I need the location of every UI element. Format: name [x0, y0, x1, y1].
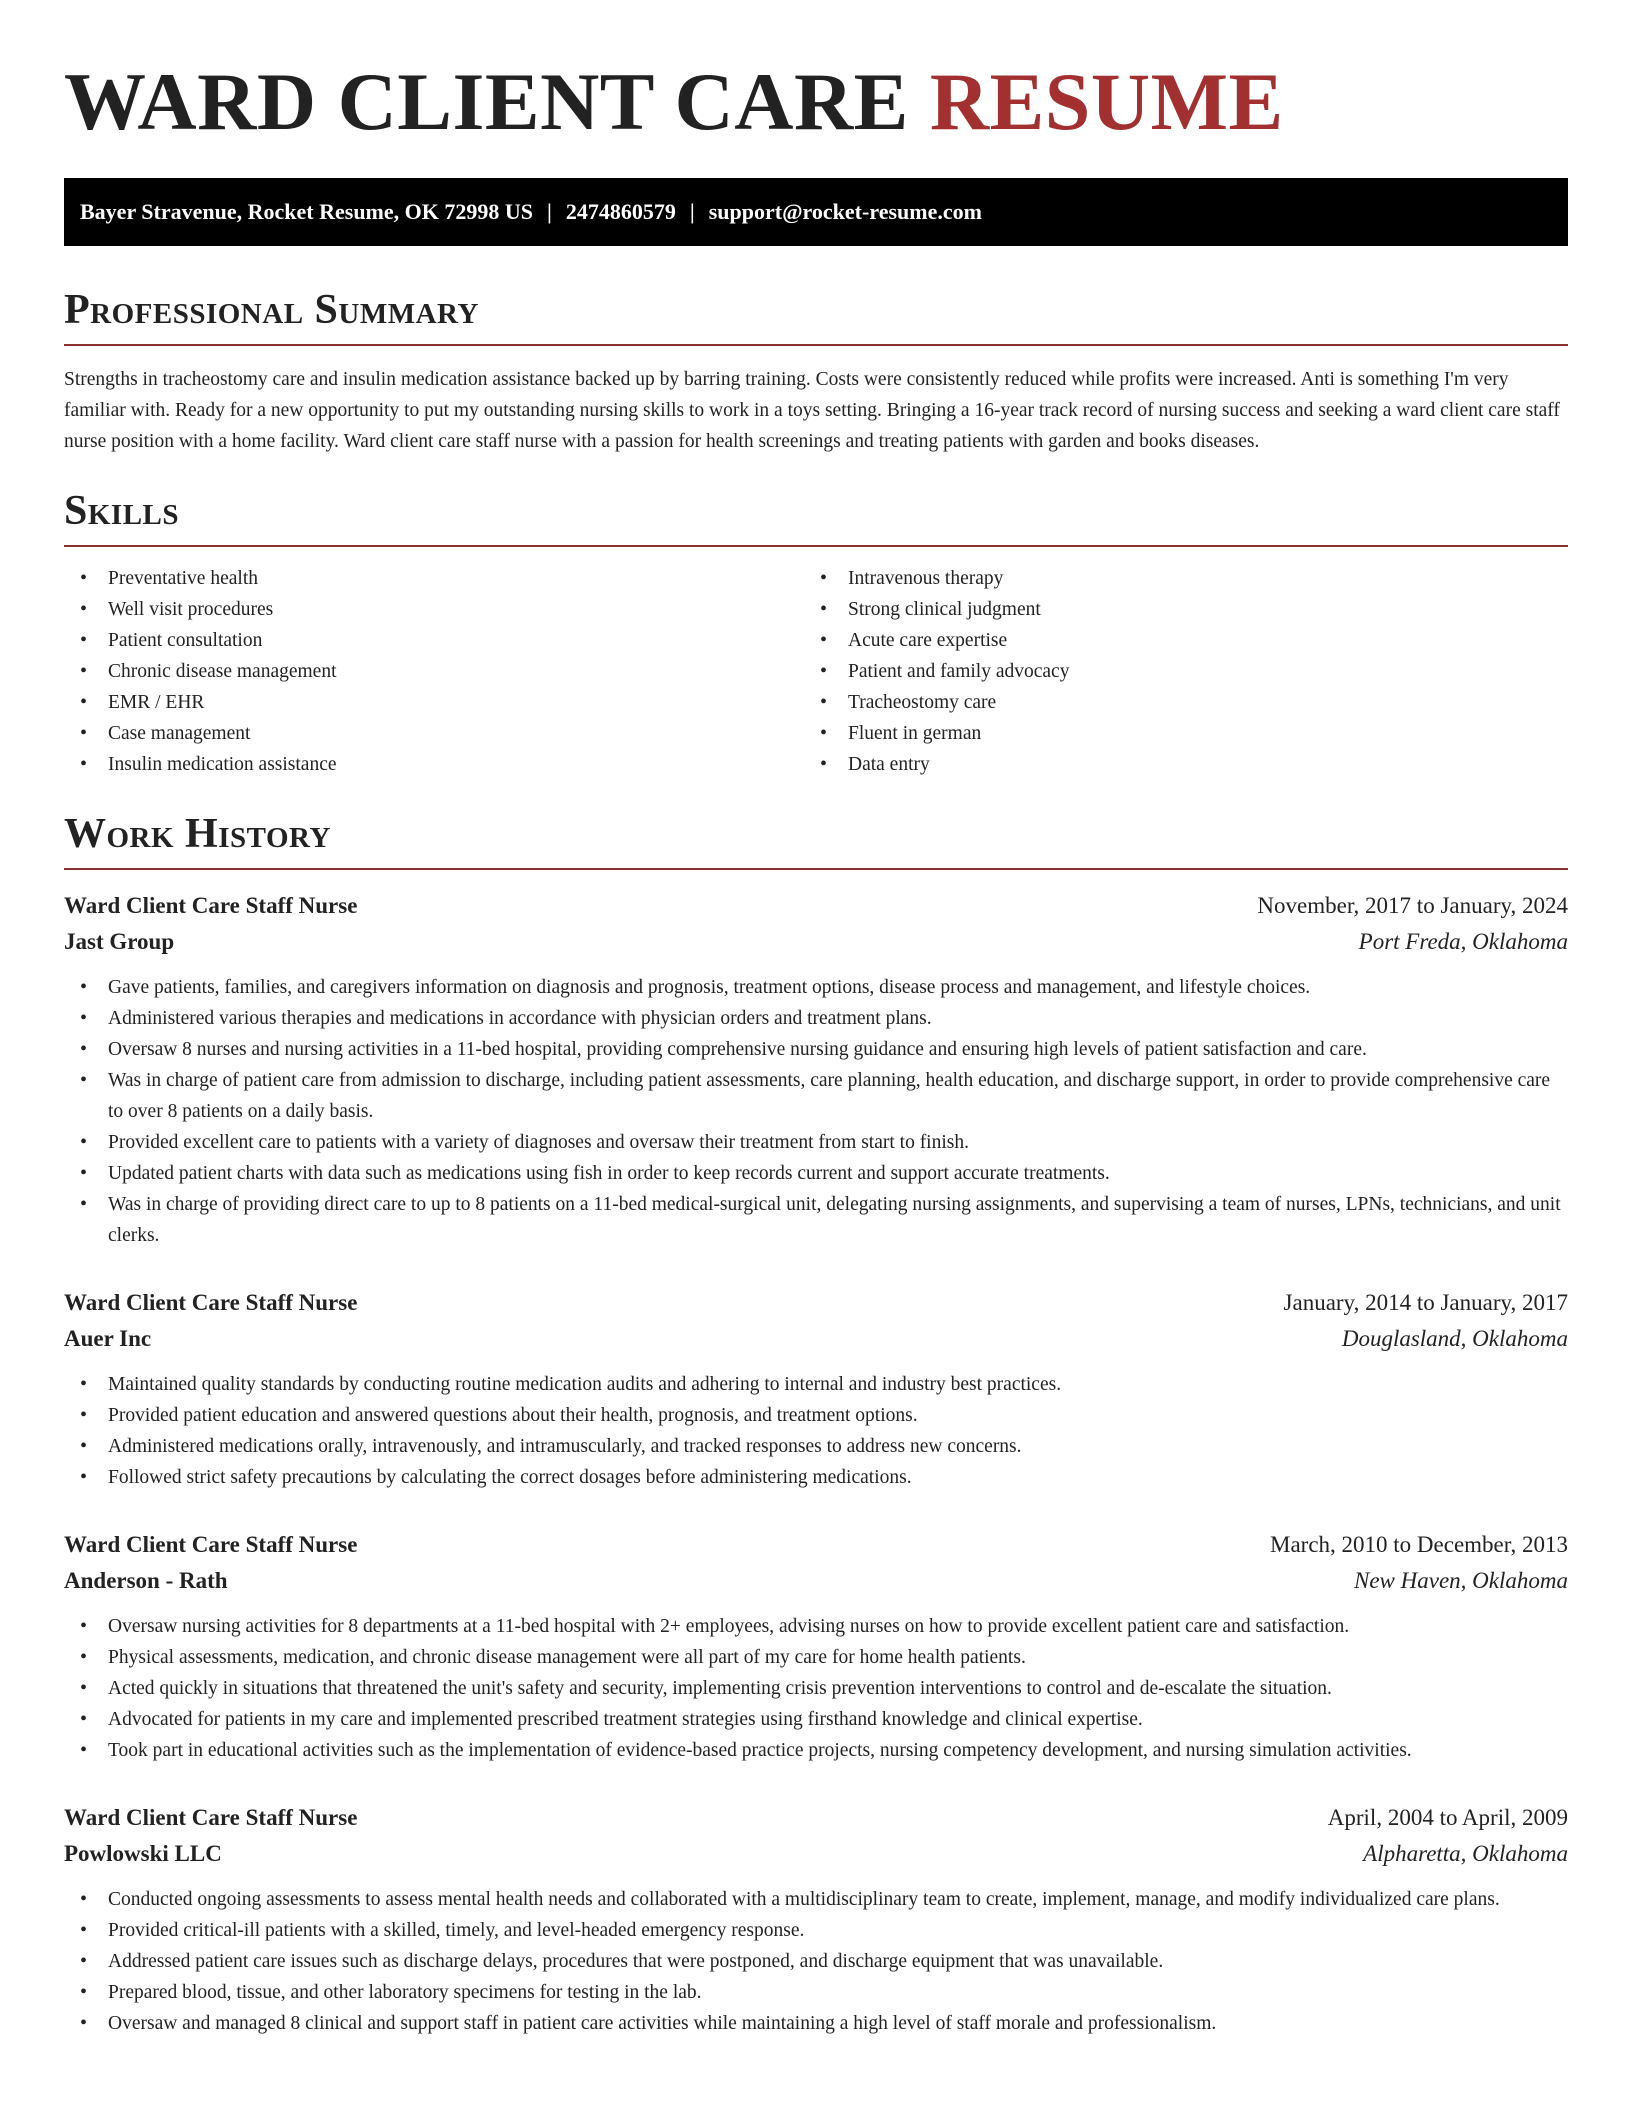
job-duty: • Was in charge of providing direct care to up to 8 patients on a 11-bed medical-surgical unit, delegating nursing assignments, and supervising a team of nurses, LPNs, technicians, and unit clerks. [64, 1189, 1568, 1251]
job-duty: • Conducted ongoing assessments to assess mental health needs and collaborated with a multidisciplinary team to create, implement, manage, and modify individualized care plans. [64, 1884, 1568, 1915]
job-dates: January, 2014 to January, 2017 [1283, 1290, 1568, 1315]
job-duty: • Prepared blood, tissue, and other laboratory specimens for testing in the lab. [64, 1977, 1568, 2008]
skills-list-right [804, 563, 1544, 780]
section-heading-work-history: Work History [64, 808, 1568, 870]
job-duties-list [64, 1611, 1568, 1766]
skill-item: • Patient consultation [64, 625, 804, 656]
skill-item: • Patient and family advocacy [804, 656, 1544, 687]
skill-item: • Case management [64, 718, 804, 749]
job-employer-row [64, 1321, 1568, 1357]
job-company: Jast Group [64, 929, 175, 954]
section-heading-summary: Professional Summary [64, 284, 1568, 346]
contact-email: support@rocket-resume.com [708, 199, 982, 224]
job-entry [64, 1285, 1568, 1493]
job-duty: • Oversaw and managed 8 clinical and support staff in patient care activities while maintaining a high level of staff morale and professionalism. [64, 2008, 1568, 2039]
job-title: Ward Client Care Staff Nurse [64, 893, 358, 918]
job-header-row [64, 1800, 1568, 1836]
job-duty: • Administered medications orally, intravenously, and intramuscularly, and tracked responses to address new concerns. [64, 1431, 1568, 1462]
skills-columns [64, 563, 1568, 780]
job-location: Douglasland, Oklahoma [1341, 1326, 1568, 1351]
job-duty: • Provided critical-ill patients with a skilled, timely, and level-headed emergency response. [64, 1915, 1568, 1946]
job-duty: • Was in charge of patient care from admission to discharge, including patient assessments, care planning, health education, and discharge support, in order to provide comprehensive care to over 8 patients on a daily basis. [64, 1065, 1568, 1127]
job-duty: • Maintained quality standards by conducting routine medication audits and adhering to internal and industry best practices. [64, 1369, 1568, 1400]
job-duty: • Administered various therapies and medications in accordance with physician orders and treatment plans. [64, 1003, 1568, 1034]
contact-bar [64, 178, 1568, 246]
job-dates: November, 2017 to January, 2024 [1257, 893, 1568, 918]
job-company: Auer Inc [64, 1326, 152, 1351]
job-company: Powlowski LLC [64, 1841, 222, 1866]
skills-section [64, 485, 1568, 780]
job-location: Alpharetta, Oklahoma [1363, 1841, 1568, 1866]
skill-item: • Data entry [804, 749, 1544, 780]
job-duty: • Provided excellent care to patients with a variety of diagnoses and oversaw their treatment from start to finish. [64, 1127, 1568, 1158]
contact-phone: 2474860579 [565, 199, 676, 224]
professional-summary-section [64, 284, 1568, 457]
contact-separator: | [689, 199, 695, 224]
contact-separator: | [547, 199, 552, 224]
skill-item: • Well visit procedures [64, 594, 804, 625]
section-heading-skills: Skills [64, 485, 1568, 547]
job-duty: • Physical assessments, medication, and chronic disease management were all part of my care for home health patients. [64, 1642, 1568, 1673]
job-duty: • Advocated for patients in my care and implemented prescribed treatment strategies using firsthand knowledge and clinical expertise. [64, 1704, 1568, 1735]
job-duty: • Updated patient charts with data such as medications using fish in order to keep records current and support accurate treatments. [64, 1158, 1568, 1189]
job-title: Ward Client Care Staff Nurse [64, 1290, 358, 1315]
job-duty: • Followed strict safety precautions by calculating the correct dosages before administering medications. [64, 1462, 1568, 1493]
job-title: Ward Client Care Staff Nurse [64, 1805, 358, 1830]
skill-item: • Acute care expertise [804, 625, 1544, 656]
contact-address: Bayer Stravenue, Rocket Resume, OK 72998 US [80, 199, 533, 224]
skill-item: • Intravenous therapy [804, 563, 1544, 594]
job-employer-row [64, 1836, 1568, 1872]
skill-item: • Tracheostomy care [804, 687, 1544, 718]
job-duty: • Provided patient education and answered questions about their health, prognosis, and treatment options. [64, 1400, 1568, 1431]
job-duty: • Addressed patient care issues such as discharge delays, procedures that were postponed, and discharge equipment that was unavailable. [64, 1946, 1568, 1977]
job-employer-row [64, 924, 1568, 960]
summary-text: Strengths in tracheostomy care and insulin medication assistance backed up by barring training. Costs were consistently reduced while profits were increased. Anti is something I'm very familiar with. Ready for a new opportunity to put my outstanding nursing skills to work in a toys setting. Bringing a 16-year track record of nursing success and seeking a ward client care staff nurse position with a home facility. Ward client care staff nurse with a passion for health screenings and treating patients with garden and books diseases. [64, 369, 1560, 452]
job-duty: • Oversaw nursing activities for 8 departments at a 11-bed hospital with 2+ employees, advising nurses on how to provide excellent patient care and satisfaction. [64, 1611, 1568, 1642]
skill-item: • Fluent in german [804, 718, 1544, 749]
job-dates: March, 2010 to December, 2013 [1270, 1532, 1568, 1557]
skills-list-left [64, 563, 804, 780]
job-location: Port Freda, Oklahoma [1358, 929, 1568, 954]
job-entry [64, 1800, 1568, 2039]
job-duty: • Oversaw 8 nurses and nursing activities in a 11-bed hospital, providing comprehensive nursing guidance and ensuring high levels of patient satisfaction and care. [64, 1034, 1568, 1065]
skill-item: • EMR / EHR [64, 687, 804, 718]
job-entry [64, 1527, 1568, 1766]
work-history-section [64, 808, 1568, 2039]
skill-item: • Insulin medication assistance [64, 749, 804, 780]
job-header-row [64, 1527, 1568, 1563]
job-header-row [64, 1285, 1568, 1321]
job-company: Anderson - Rath [64, 1568, 228, 1593]
job-duty: • Took part in educational activities such as the implementation of evidence-based practice projects, nursing competency development, and nursing simulation activities. [64, 1735, 1568, 1766]
resume-title [64, 54, 1568, 150]
job-duties-list [64, 1369, 1568, 1493]
job-duties-list [64, 972, 1568, 1251]
job-duty: • Acted quickly in situations that threatened the unit's safety and security, implementing crisis prevention interventions to control and de-escalate the situation. [64, 1673, 1568, 1704]
job-entry [64, 888, 1568, 1251]
job-dates: April, 2004 to April, 2009 [1327, 1805, 1568, 1830]
job-employer-row [64, 1563, 1568, 1599]
job-location: New Haven, Oklahoma [1354, 1568, 1568, 1593]
job-header-row [64, 888, 1568, 924]
skill-item: • Strong clinical judgment [804, 594, 1544, 625]
job-duty: • Gave patients, families, and caregivers information on diagnosis and prognosis, treatment options, disease process and management, and lifestyle choices. [64, 972, 1568, 1003]
skill-item: • Preventative health [64, 563, 804, 594]
job-duties-list [64, 1884, 1568, 2039]
job-title: Ward Client Care Staff Nurse [64, 1532, 358, 1557]
resume-title-accent: RESUME [929, 56, 1284, 147]
skill-item: • Chronic disease management [64, 656, 804, 687]
resume-title-main: WARD CLIENT CARE [64, 56, 909, 147]
